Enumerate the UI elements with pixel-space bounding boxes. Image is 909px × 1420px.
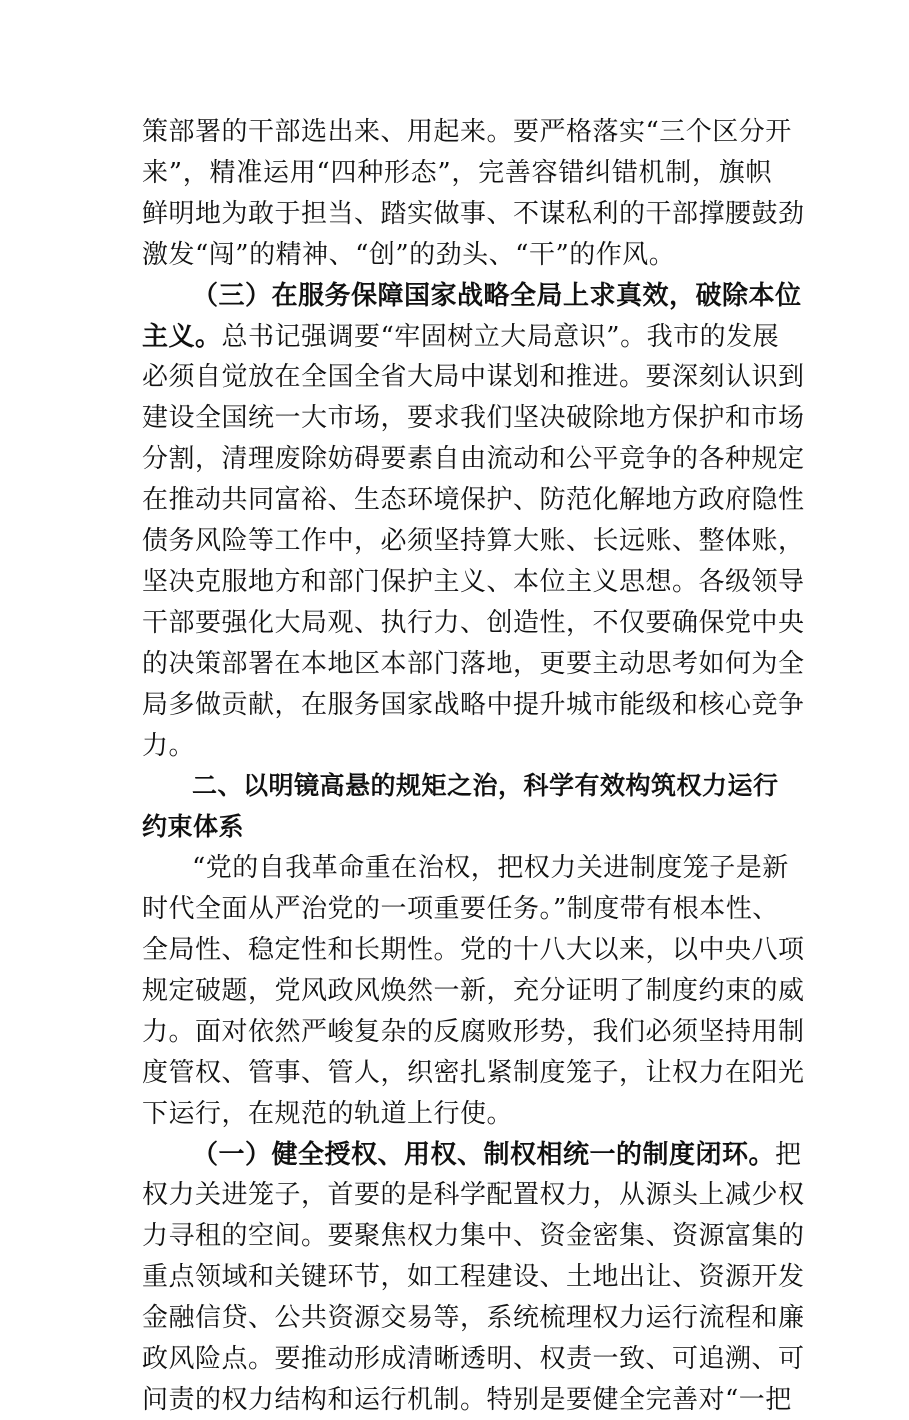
text-line: 重点领域和关键环节，如工程建设、土地出让、资源开发	[142, 1262, 805, 1292]
text-line: 建设全国统一大市场，要求我们坚决破除地方保护和市场	[142, 403, 805, 433]
text-line: 力寻租的空间。要聚焦权力集中、资金密集、资源富集的	[142, 1221, 805, 1251]
text-line: 必须自觉放在全国全省大局中谋划和推进。要深刻认识到	[142, 362, 805, 392]
text-line: 下运行，在规范的轨道上行使。	[142, 1099, 514, 1129]
text-line: 权力关进笼子，首要的是科学配置权力，从源头上减少权	[142, 1180, 805, 1210]
text-line: 主义。总书记强调要“牢固树立大局意识”。我市的发展	[142, 322, 780, 352]
text-line: 二、以明镜高悬的规矩之治，科学有效构筑权力运行	[192, 771, 779, 800]
text-line: 度管权、管事、管人，织密扎紧制度笼子，让权力在阳光	[142, 1058, 805, 1088]
text-line: 鲜明地为敢于担当、踏实做事、不谋私利的干部撑腰鼓劲	[142, 199, 805, 229]
text-line: 局多做贡献，在服务国家战略中提升城市能级和核心竞争	[142, 690, 805, 720]
text-line: 全局性、稳定性和长期性。党的十八大以来，以中央八项	[142, 935, 805, 965]
text-line: （三）在服务保障国家战略全局上求真效，破除本位	[192, 281, 802, 311]
text-line: “党的自我革命重在治权，把权力关进制度笼子是新	[192, 853, 789, 883]
text-line: 策部署的干部选出来、用起来。要严格落实“三个区分开	[142, 117, 792, 147]
text-line: 力。	[142, 731, 196, 761]
text-line: 分割，清理废除妨碍要素自由流动和公平竞争的各种规定	[142, 444, 805, 474]
text-line: 的决策部署在本地区本部门落地，更要主动思考如何为全	[142, 649, 805, 679]
text-line: 规定破题，党风政风焕然一新，充分证明了制度约束的威	[142, 976, 805, 1006]
text-line: 力。面对依然严峻复杂的反腐败形势，我们必须坚持用制	[142, 1017, 805, 1047]
text-line: 时代全面从严治党的一项重要任务。”制度带有根本性、	[142, 894, 779, 924]
text-line: 政风险点。要推动形成清晰透明、权责一致、可追溯、可	[142, 1344, 805, 1374]
text-line: 激发“闯”的精神、“创”的劲头、“干”的作风。	[142, 240, 676, 270]
text-line: （一）健全授权、用权、制权相统一的制度闭环。把	[192, 1140, 802, 1170]
text-line: 问责的权力结构和运行机制。特别是要健全完善对“一把	[142, 1385, 792, 1415]
text-line: 干部要强化大局观、执行力、创造性，不仅要确保党中央	[142, 608, 805, 638]
text-line: 来”，精准运用“四种形态”，完善容错纠错机制，旗帜	[142, 158, 772, 188]
text-line: 债务风险等工作中，必须坚持算大账、长远账、整体账，	[142, 526, 805, 556]
text-line: 金融信贷、公共资源交易等，系统梳理权力运行流程和廉	[142, 1303, 805, 1333]
text-line: 在推动共同富裕、生态环境保护、防范化解地方政府隐性	[142, 485, 805, 515]
text-line: 坚决克服地方和部门保护主义、本位主义思想。各级领导	[142, 567, 805, 597]
text-line: 约束体系	[142, 812, 245, 841]
